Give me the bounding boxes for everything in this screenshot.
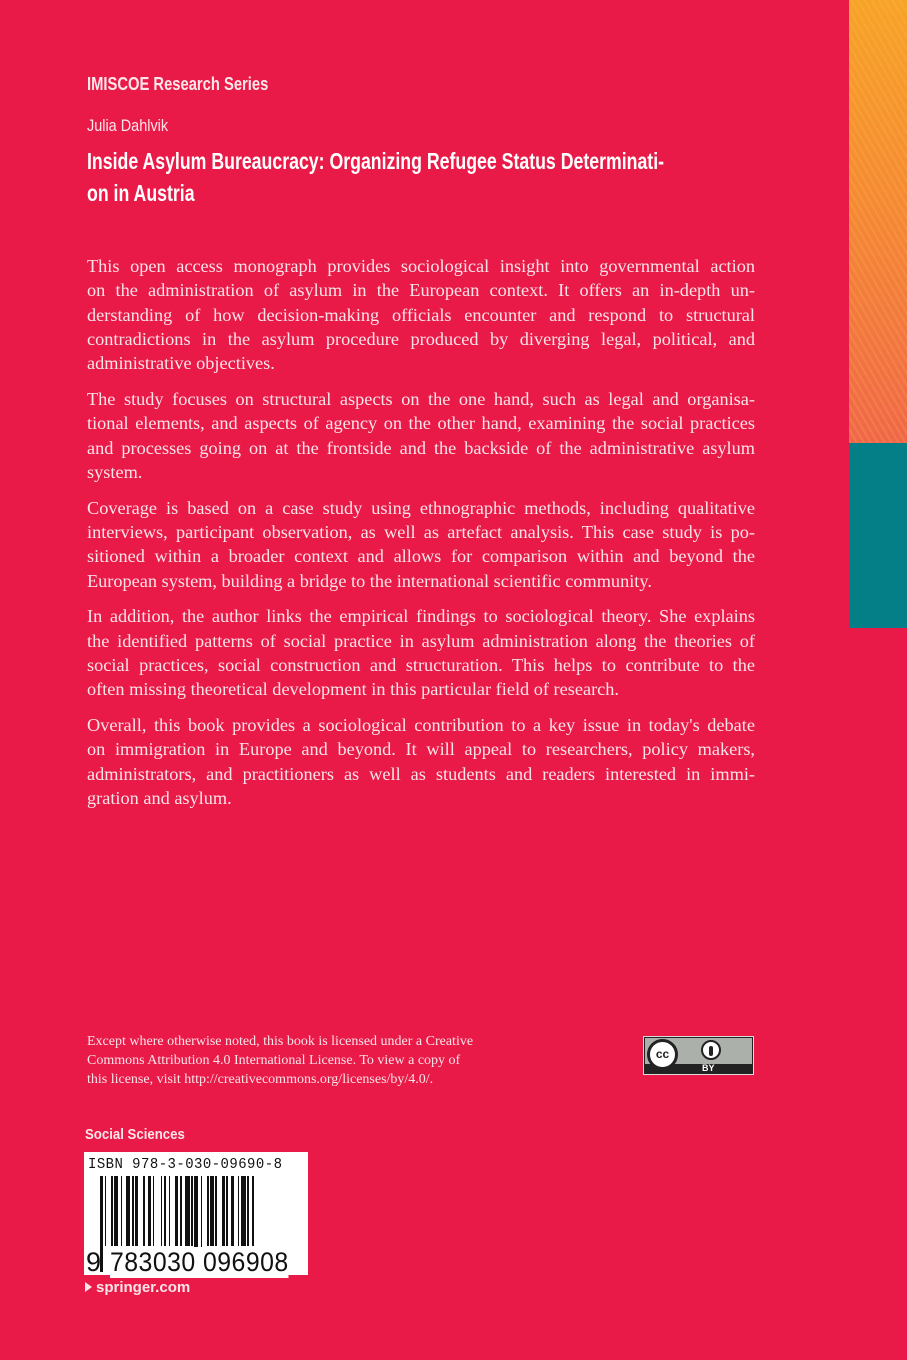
blurb-line: tional elements, and aspects of agency on the other hand, examining the social practices bbox=[87, 413, 755, 434]
blurb-line: on the administration of asylum in the European context. It offers an in-depth un- bbox=[87, 280, 755, 301]
blurb-line: The study focuses on structural aspects on the one hand, such as legal and organisa- bbox=[87, 388, 755, 409]
blurb-line: contradictions in the asylum procedure produced by diverging legal, political, and bbox=[87, 328, 755, 349]
series-name: IMISCOE Research Series bbox=[87, 74, 269, 94]
blurb-line: Coverage is based on a case study using ethnographic methods, including qualitative bbox=[87, 497, 755, 518]
attribution-person-icon bbox=[701, 1040, 721, 1060]
publisher-link[interactable] bbox=[85, 1279, 190, 1296]
blurb-paragraph bbox=[87, 713, 755, 810]
barcode-bar bbox=[191, 1176, 193, 1246]
decorative-cover-strip bbox=[849, 0, 907, 443]
blurb-line: European system, building a bridge to the international scientific community. bbox=[87, 570, 652, 591]
license-line: Commons Attribution 4.0 International License. To view a copy of bbox=[87, 1053, 461, 1068]
isbn-label: ISBN 978-3-030-09690-8 bbox=[88, 1156, 283, 1173]
blurb-line: often missing theoretical development in this particular field of research. bbox=[87, 679, 620, 700]
barcode-bar bbox=[241, 1176, 246, 1246]
blurb-line: This open access monograph provides sociological insight into governmental action bbox=[87, 256, 755, 276]
barcode-bar bbox=[210, 1176, 213, 1246]
barcode-bar bbox=[231, 1176, 234, 1246]
barcode-bar bbox=[169, 1176, 171, 1246]
barcode-bar bbox=[132, 1176, 134, 1246]
barcode-bar bbox=[222, 1176, 225, 1246]
barcode-digits: 783030 096908 bbox=[110, 1247, 289, 1277]
blurb-line: administrators, and practitioners as well as students and readers interested in immi- bbox=[87, 763, 755, 784]
cc-by-badge bbox=[643, 1036, 754, 1075]
arrow-right-icon bbox=[85, 1282, 92, 1292]
decorative-teal-block bbox=[849, 443, 907, 628]
barcode-bar bbox=[215, 1176, 217, 1246]
barcode-bar bbox=[252, 1176, 254, 1246]
blurb-paragraph bbox=[87, 604, 755, 701]
barcode-first-digit: 9 bbox=[86, 1247, 102, 1277]
barcode-bar bbox=[238, 1176, 240, 1246]
barcode-bar bbox=[175, 1176, 178, 1246]
blurb-line: In addition, the author links the empirical findings to sociological theory. She explains bbox=[87, 606, 755, 627]
barcode-bar bbox=[180, 1176, 182, 1246]
subject-category: Social Sciences bbox=[85, 1126, 185, 1143]
barcode-bar bbox=[226, 1176, 228, 1246]
blurb-line: and processes going on at the frontside and the backside of the administrative asylum bbox=[87, 437, 755, 458]
blurb-line: gration and asylum. bbox=[87, 787, 232, 808]
blurb bbox=[87, 254, 755, 822]
blurb-line: the identified patterns of social practice in asylum administration along the theories of bbox=[87, 630, 755, 651]
barcode-bar bbox=[135, 1176, 138, 1246]
barcode-bar bbox=[247, 1176, 249, 1246]
barcode-bar bbox=[161, 1176, 163, 1246]
barcode-bar bbox=[111, 1176, 113, 1246]
barcode-bar bbox=[143, 1176, 145, 1246]
blurb-line: system. bbox=[87, 461, 143, 482]
blurb-paragraph bbox=[87, 387, 755, 484]
barcode-bar bbox=[185, 1176, 190, 1246]
barcode-bar bbox=[207, 1176, 209, 1246]
isbn-barcode bbox=[84, 1152, 308, 1275]
title-line: on in Austria bbox=[87, 180, 195, 206]
blurb-line: sitioned within a broader context and allows for comparison within and beyond the bbox=[87, 546, 755, 567]
blurb-line: derstanding of how decision-making officials encounter and respond to structural bbox=[87, 304, 755, 325]
blurb-line: interviews, participant observation, as well as artefact analysis. This case study is po- bbox=[87, 521, 755, 542]
cc-icon: cc bbox=[647, 1039, 678, 1070]
blurb-paragraph bbox=[87, 496, 755, 593]
barcode-bar bbox=[153, 1176, 155, 1246]
blurb-line: Overall, this book provides a sociological contribution to a key issue in today's debate bbox=[87, 715, 755, 736]
cc-by-label: BY bbox=[702, 1063, 715, 1073]
book-title bbox=[87, 145, 664, 209]
license-line: this license, visit http://creativecommons.org/licenses/by/4.0/. bbox=[87, 1072, 434, 1087]
title-line: Inside Asylum Bureaucracy: Organizing Refugee Status Determinati- bbox=[87, 148, 665, 174]
author-name: Julia Dahlvik bbox=[87, 116, 169, 135]
license-notice bbox=[87, 1032, 527, 1089]
barcode-bar bbox=[121, 1176, 123, 1246]
barcode-bar bbox=[114, 1176, 117, 1246]
publisher-url[interactable]: springer.com bbox=[96, 1279, 191, 1296]
blurb-line: on immigration in Europe and beyond. It will appeal to researchers, policy makers, bbox=[87, 739, 755, 760]
barcode-bar bbox=[164, 1176, 166, 1246]
blurb-line: administrative objectives. bbox=[87, 353, 275, 374]
barcode-bar bbox=[126, 1176, 131, 1246]
blurb-paragraph bbox=[87, 254, 755, 375]
license-line: Except where otherwise noted, this book is licensed under a Creative bbox=[87, 1034, 474, 1049]
blurb-line: social practices, social construction and structuration. This helps to contribute to the bbox=[87, 654, 755, 675]
barcode-bar bbox=[148, 1176, 151, 1246]
barcode-bar bbox=[105, 1176, 107, 1246]
